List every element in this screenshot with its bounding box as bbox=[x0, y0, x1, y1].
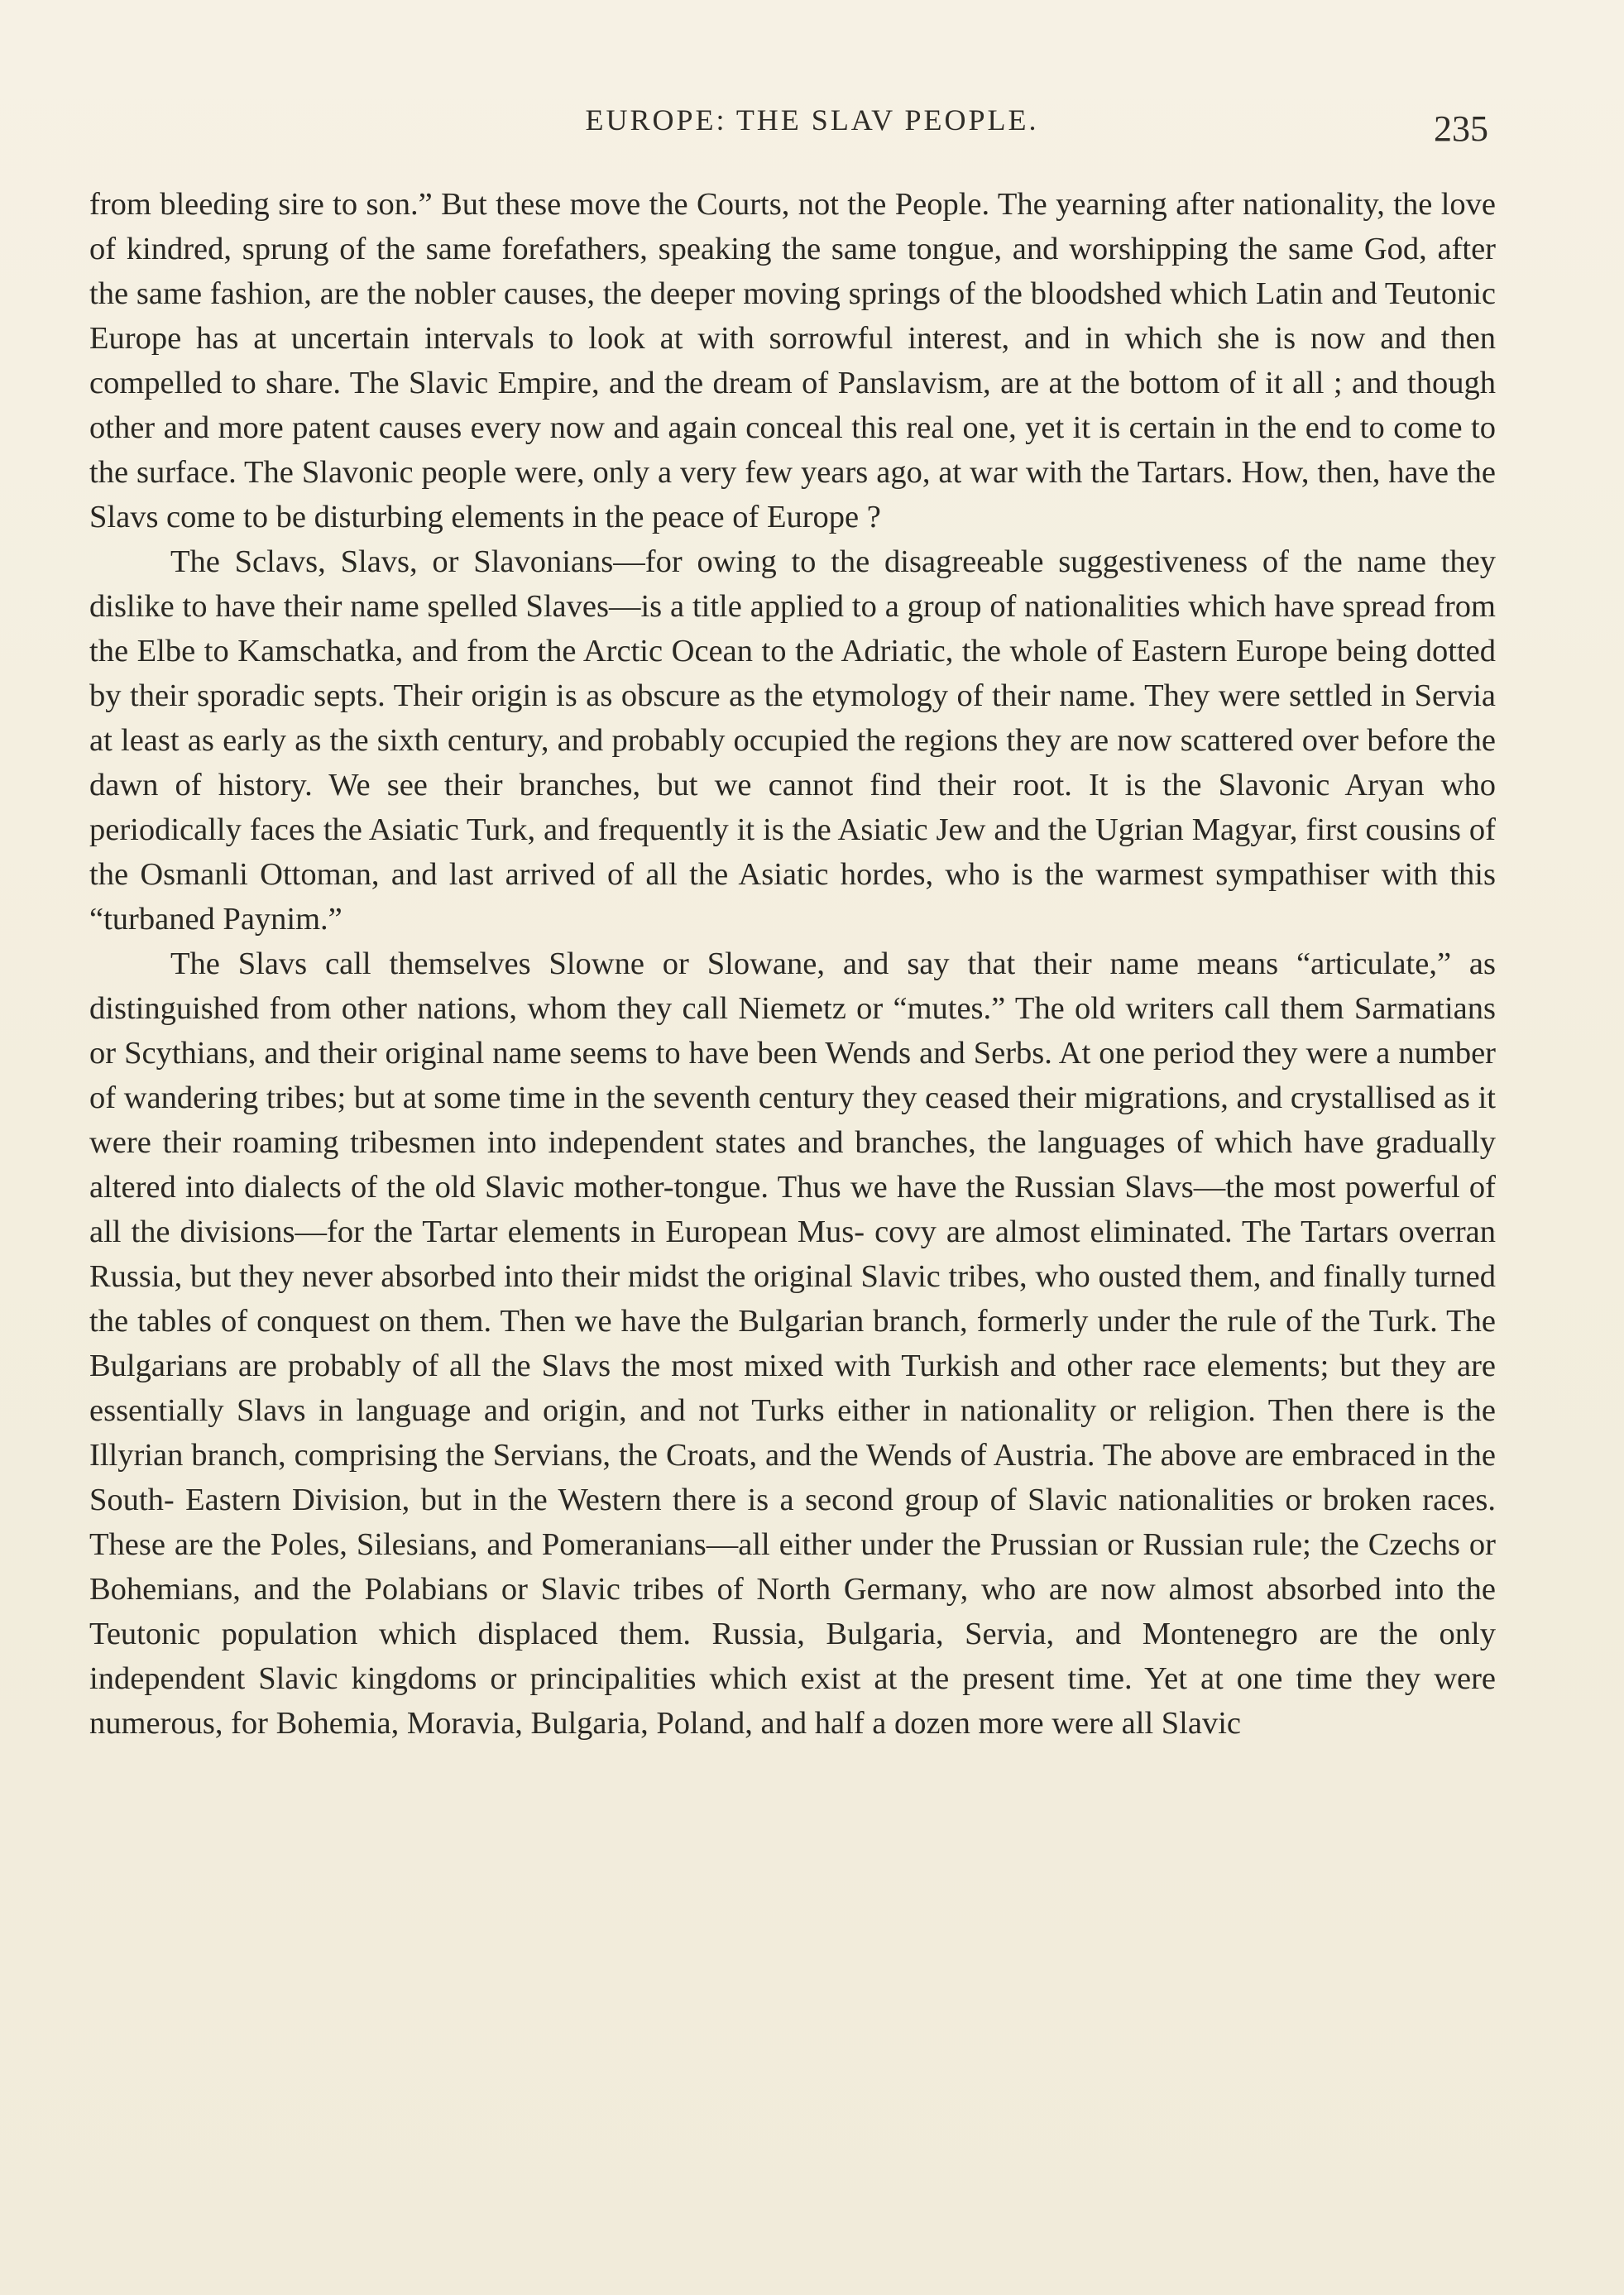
paragraph-2: The Sclavs, Slavs, or Slavonians—for owing to the disagreeable suggestiveness of the name they dislike to have their name spelled Slaves—is a title applied to a group of nationalities which have spread from the Elbe to Kamschatka, and from the Arctic Ocean to the Adriatic, the whole of Eastern Europe being dotted by their sporadic septs. Their origin is as obscure as the etymology of their name. They were settled in Servia at least as early as the sixth century, and probably occupied the regions they are now scattered over before the dawn of history. We see their branches, but we cannot find their root. It is the Slavonic Aryan who periodically faces the Asiatic Turk, and frequently it is the Asiatic Jew and the Ugrian Magyar, first cousins of the Osmanli Ottoman, and last arrived of all the Asiatic hordes, who is the warmest sympathiser with this “turbaned Paynim.” bbox=[89, 544, 1496, 937]
body-text bbox=[89, 182, 1496, 1746]
page-number: 235 bbox=[1434, 108, 1488, 149]
paragraph-3: The Slavs call themselves Slowne or Slowane, and say that their name means “articulate,” as distinguished from other nations, whom they call Niemetz or “mutes.” The old writers call them Sarmatians or Scythians, and their original name seems to have been Wends and Serbs. At one period they were a number of wandering tribes; but at some time in the seventh century they ceased their migrations, and crystallised as it were their roaming tribesmen into independent states and branches, the languages of which have gradually altered into dialects of the old Slavic mother-tongue. Thus we have the Russian Slavs—the most powerful of all the divisions—for the Tartar elements in European Mus- covy are almost eliminated. The Tartars overran Russia, but they never absorbed into their midst the original Slavic tribes, who ousted them, and finally turned the tables of conquest on them. Then we have the Bulgarian branch, formerly under the rule of the Turk. The Bulgarians are probably of all the Slavs the most mixed with Turkish and other race elements; but they are essentially Slavs in language and origin, and not Turks either in nationality or religion. Then there is the Illyrian branch, comprising the Servians, the Croats, and the Wends of Austria. The above are embraced in the South- Eastern Division, but in the Western there is a second group of Slavic nationalities or broken races. These are the Poles, Silesians, and Pomeranians—all either under the Prussian or Russian rule; the Czechs or Bohemians, and the Polabians or Slavic tribes of North Germany, who are now almost absorbed into the Teutonic population which displaced them. Russia, Bulgaria, Servia, and Montenegro are the only independent Slavic kingdoms or principalities which exist at the present time. Yet at one time they were numerous, for Bohemia, Moravia, Bulgaria, Poland, and half a dozen more were all Slavic bbox=[89, 946, 1496, 1741]
paragraph-1: from bleeding sire to son.” But these move the Courts, not the People. The yearning after nationality, the love of kindred, sprung of the same forefathers, speaking the same tongue, and worshipping the same God, after the same fashion, are the nobler causes, the deeper moving springs of the bloodshed which Latin and Teutonic Europe has at uncertain intervals to look at with sorrowful interest, and in which she is now and then compelled to share. The Slavic Empire, and the dream of Panslavism, are at the bottom of it all ; and though other and more patent causes every now and again conceal this real one, yet it is certain in the end to come to the surface. The Slavonic people were, only a very few years ago, at war with the Tartars. How, then, have the Slavs come to be disturbing elements in the peace of Europe ? bbox=[89, 187, 1496, 534]
running-head: EUROPE: THE SLAV PEOPLE. bbox=[585, 103, 1039, 137]
